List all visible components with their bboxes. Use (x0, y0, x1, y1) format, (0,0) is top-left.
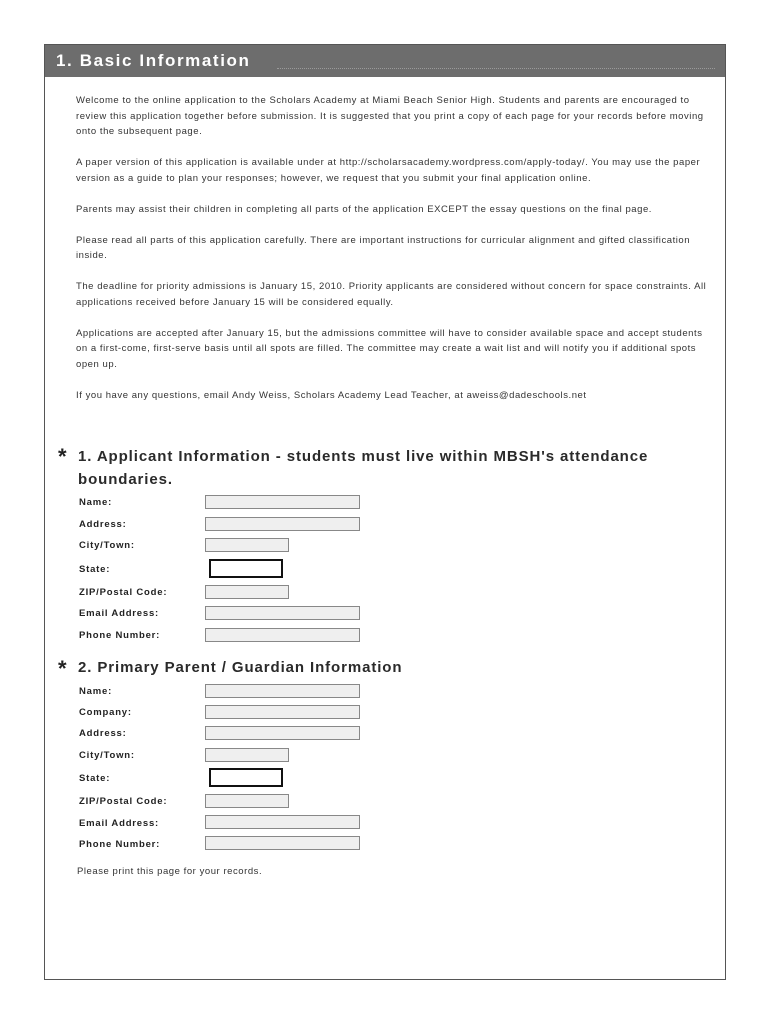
intro-paragraph: Applications are accepted after January 15, but the admissions committee will have to consider available space and accept students on a first-come, first-serve basis until all spots are filled. The committee may create a wait list and will notify you if additional spots open up. (76, 327, 703, 370)
guardian-zip-label: ZIP/Postal Code: (79, 796, 168, 807)
guardian-email-label: Email Address: (79, 818, 160, 829)
print-note: Please print this page for your records. (77, 866, 263, 877)
guardian-state-label: State: (79, 773, 111, 784)
applicant-address-input[interactable] (205, 517, 360, 531)
required-marker: * (58, 444, 67, 469)
guardian-company-label: Company: (79, 707, 132, 718)
intro-text (76, 93, 716, 419)
applicant-name-input[interactable] (205, 495, 360, 509)
intro-paragraph: A paper version of this application is available under at http://scholarsacademy.wordpress.com/apply-today/. You may use the paper version as a guide to plan your responses; however, we request that you submit your final application online. (76, 157, 701, 184)
applicant-zip-input[interactable] (205, 585, 289, 599)
applicant-address-label: Address: (79, 519, 127, 530)
intro-paragraph: The deadline for priority admissions is January 15, 2010. Priority applicants are considered without concern for space constraints. All applications received before January 15 will be considered equally. (76, 281, 707, 308)
applicant-email-input[interactable] (205, 606, 360, 620)
guardian-email-input[interactable] (205, 815, 360, 829)
guardian-name-input[interactable] (205, 684, 360, 698)
applicant-city-input[interactable] (205, 538, 289, 552)
guardian-city-label: City/Town: (79, 750, 135, 761)
intro-paragraph: If you have any questions, email Andy Weiss, Scholars Academy Lead Teacher, at aweiss@dadeschools.net (76, 389, 587, 401)
guardian-state-select[interactable] (209, 768, 283, 787)
section-header (45, 45, 725, 77)
guardian-company-input[interactable] (205, 705, 360, 719)
question-2-title: 2. Primary Parent / Guardian Information (78, 659, 403, 676)
applicant-state-label: State: (79, 564, 111, 575)
applicant-phone-label: Phone Number: (79, 630, 161, 641)
guardian-address-label: Address: (79, 728, 127, 739)
header-divider (277, 68, 715, 69)
applicant-phone-input[interactable] (205, 628, 360, 642)
guardian-city-input[interactable] (205, 748, 289, 762)
intro-paragraph: Welcome to the online application to the Scholars Academy at Miami Beach Senior High. Students and parents are encouraged to review this application together before submission. It is suggested that you print a copy of each page for your records before moving onto the subsequent page. (76, 95, 704, 137)
intro-paragraph: Parents may assist their children in completing all parts of the application EXCEPT the essay questions on the final page. (76, 203, 652, 215)
applicant-name-label: Name: (79, 497, 113, 508)
applicant-city-label: City/Town: (79, 540, 135, 551)
guardian-zip-input[interactable] (205, 794, 289, 808)
question-1-title: 1. Applicant Information - students must live within MBSH's attendance boundaries. (78, 448, 649, 488)
guardian-phone-input[interactable] (205, 836, 360, 850)
guardian-name-label: Name: (79, 686, 113, 697)
applicant-zip-label: ZIP/Postal Code: (79, 587, 168, 598)
applicant-state-select[interactable] (209, 559, 283, 578)
guardian-phone-label: Phone Number: (79, 839, 161, 850)
applicant-email-label: Email Address: (79, 608, 160, 619)
intro-paragraph: Please read all parts of this application carefully. There are important instructions for curricular alignment and gifted classification inside. (76, 234, 691, 261)
guardian-address-input[interactable] (205, 726, 360, 740)
required-marker: * (58, 656, 67, 681)
section-title: 1. Basic Information (56, 51, 251, 70)
